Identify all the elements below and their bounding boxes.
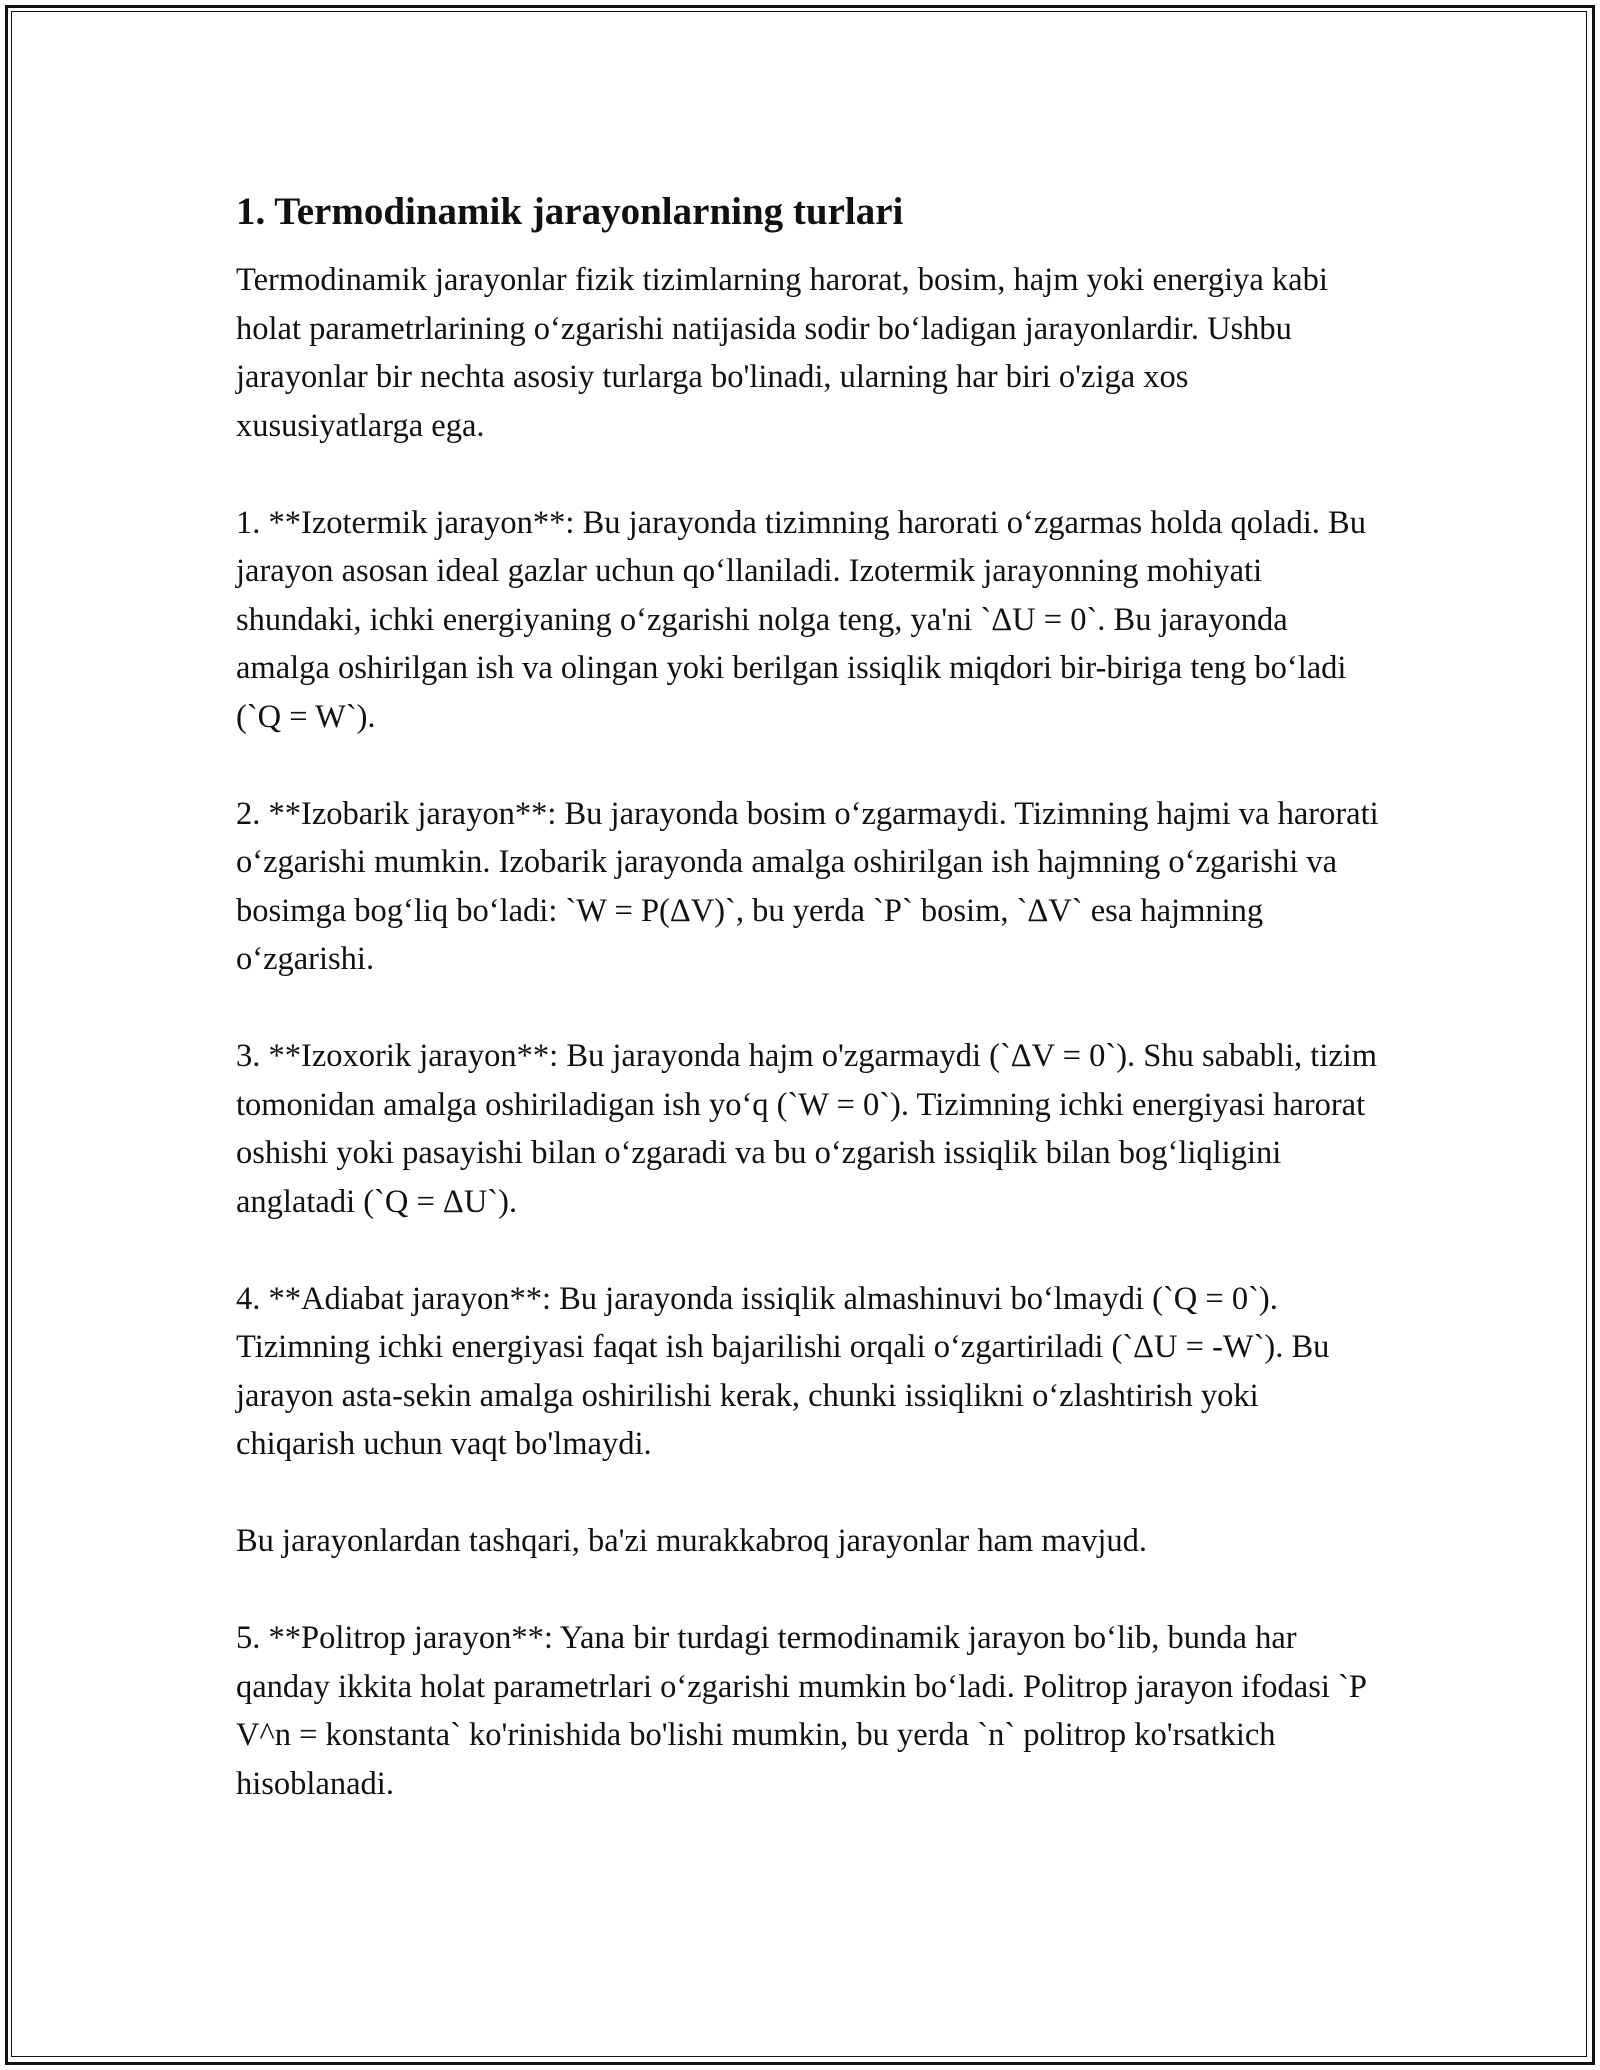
- paragraph-transition: Bu jarayonlardan tashqari, ba'zi murakkabroq jarayonlar ham mavjud.: [236, 1523, 1148, 1559]
- paragraph-izotermik: 1. **Izotermik jarayon**: Bu jarayonda tizimning harorati o‘zgarmas holda qoladi. Bu jarayon asosan ideal gazlar uchun qo‘llaniladi. Izotermik jarayonning mohiyati shundaki, ichki energiyaning o‘zgarishi nolga teng, ya'ni `ΔU = 0`. Bu jarayonda amalga oshirilgan ish va olingan yoki berilgan issiqlik miqdori bir-biriga teng bo‘ladi (`Q = W`).: [236, 504, 1366, 735]
- intro-paragraph: Termodinamik jarayonlar fizik tizimlarning harorat, bosim, hajm yoki energiya kabi holat parametrlarining o‘zgarishi natijasida sodir bo‘ladigan jarayonlardir. Ushbu jarayonlar bir nechta asosiy turlarga bo'linadi, ularning har biri o'ziga xos xususiyatlarga ega.: [236, 262, 1328, 444]
- paragraph-politrop: 5. **Politrop jarayon**: Yana bir turdagi termodinamik jarayon bo‘lib, bunda har qanday ikkita holat parametrlari o‘zgarishi mumkin bo‘ladi. Politrop jarayon ifodasi `P V^n = konstanta` ko'rinishida bo'lishi mumkin, bu yerda `n` politrop ko'rsatkich hisoblanadi.: [236, 1620, 1366, 1802]
- paragraph-adiabat: 4. **Adiabat jarayon**: Bu jarayonda issiqlik almashinuvi bo‘lmaydi (`Q = 0`). Tizimning ichki energiyasi faqat ish bajarilishi orqali o‘zgartiriladi (`ΔU = -W`). Bu jarayon asta-sekin amalga oshirilishi kerak, chunki issiqlikni o‘zlashtirish yoki chiqarish uchun vaqt bo'lmaydi.: [236, 1280, 1330, 1462]
- paragraph-izobarik: 2. **Izobarik jarayon**: Bu jarayonda bosim o‘zgarmaydi. Tizimning hajmi va harorati o‘zgarishi mumkin. Izobarik jarayonda amalga oshirilgan ish hajmning o‘zgarishi va bosimga bog‘liq bo‘ladi: `W = P(ΔV)`, bu yerda `P` bosim, `ΔV` esa hajmning o‘zgarishi.: [236, 795, 1379, 977]
- document-title: 1. Termodinamik jarayonlarning turlari: [236, 190, 904, 233]
- document-body: [236, 182, 1381, 1857]
- paragraph-izoxorik: 3. **Izoxorik jarayon**: Bu jarayonda hajm o'zgarmaydi (`ΔV = 0`). Shu sababli, tizim tomonidan amalga oshiriladigan ish yo‘q (`W = 0`). Tizimning ichki energiyasi harorat oshishi yoki pasayishi bilan o‘zgaradi va bu o‘zgarish issiqlik bilan bog‘liqligini anglatadi (`Q = ΔU`).: [236, 1038, 1378, 1220]
